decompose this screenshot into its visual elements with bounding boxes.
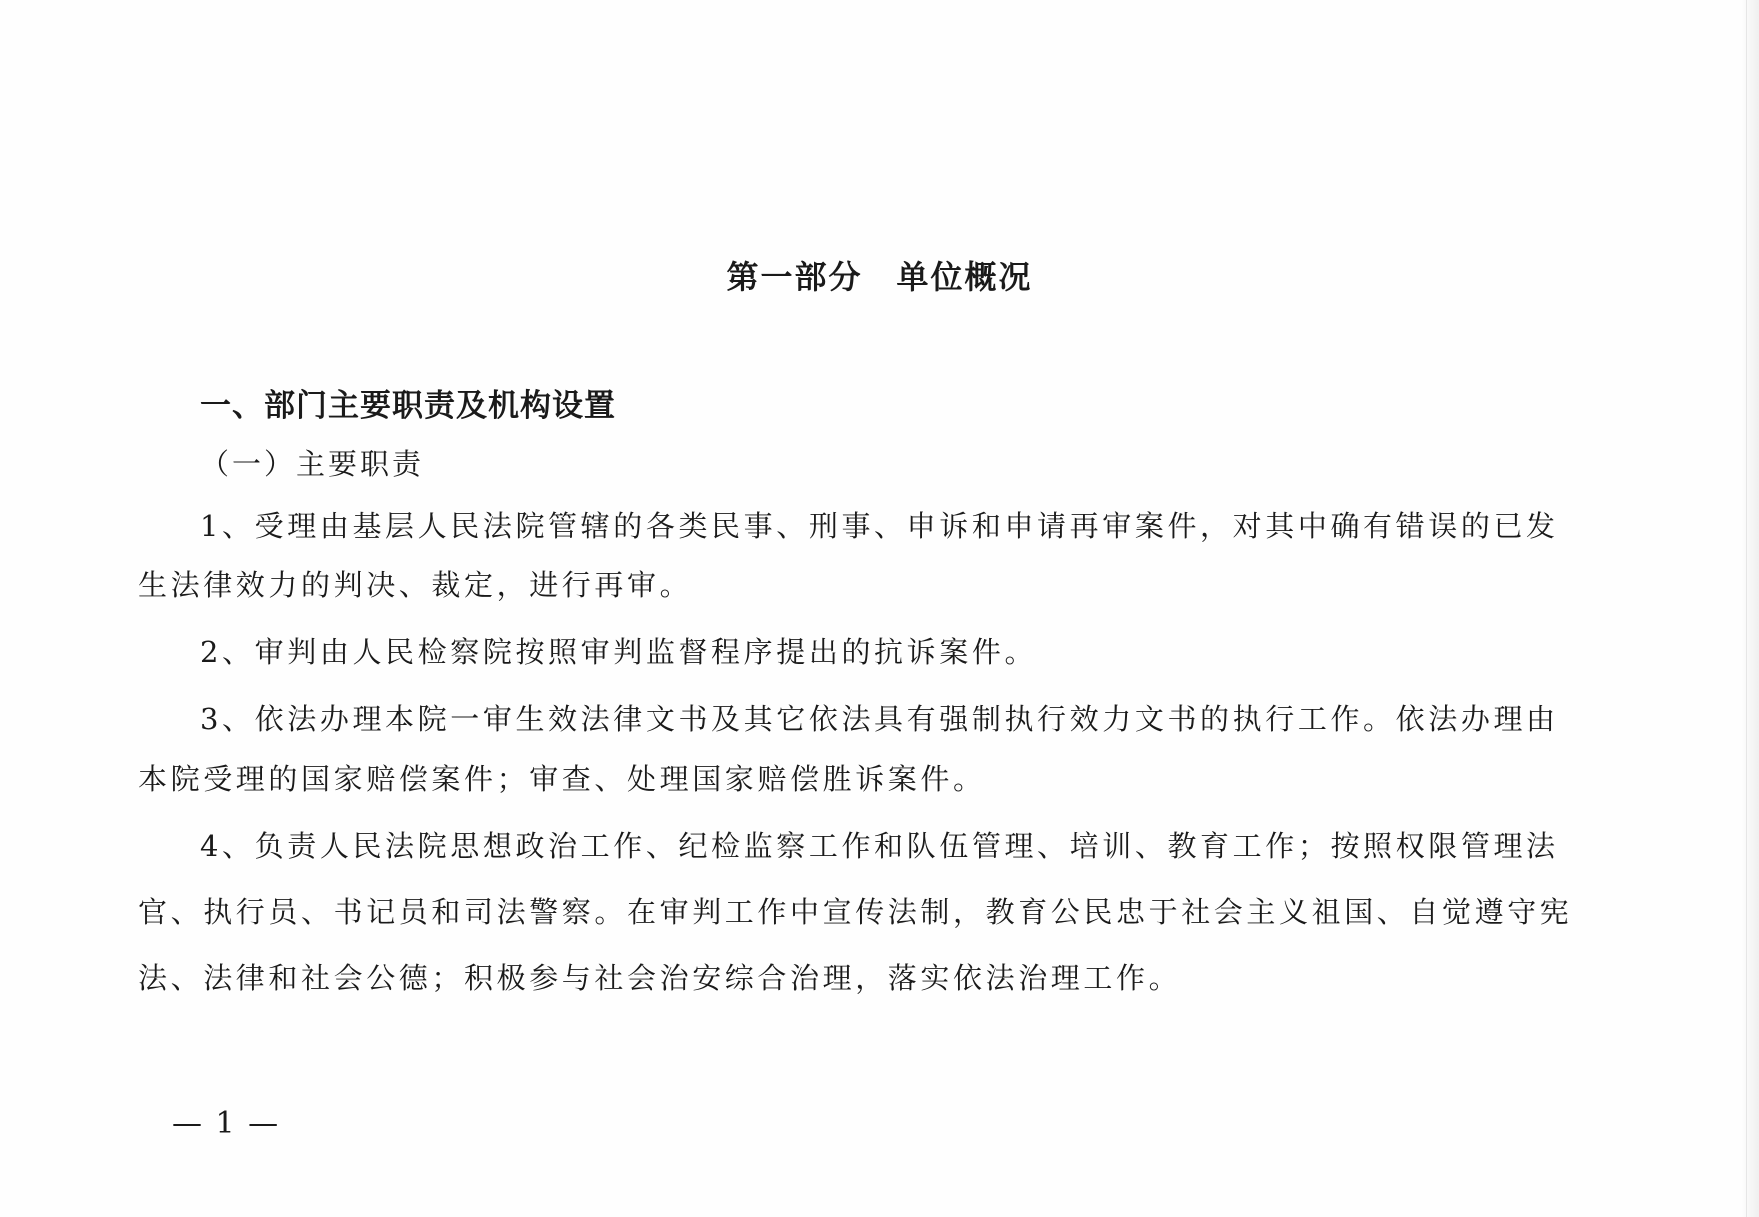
paragraph-2-line-1: 2、审判由人民检察院按照审判监督程序提出的抗诉案件。 (200, 635, 1038, 669)
paragraph-3-line-1: 3、依法办理本院一审生效法律文书及其它依法具有强制执行效力文书的执行工作。依法办理由 (200, 702, 1559, 736)
paragraph-4-line-3: 法、法律和社会公德；积极参与社会治安综合治理，落实依法治理工作。 (138, 961, 1182, 995)
page-number: — 1 — (172, 1106, 281, 1141)
paragraph-1-line-1: 1、受理由基层人民法院管辖的各类民事、刑事、申诉和申请再审案件，对其中确有错误的已发 (200, 509, 1559, 543)
scan-edge-shadow (1741, 0, 1759, 1217)
scan-edge-line (1746, 0, 1747, 1217)
paragraph-3-line-2: 本院受理的国家赔偿案件；审查、处理国家赔偿胜诉案件。 (138, 762, 986, 796)
paragraph-4-line-1: 4、负责人民法院思想政治工作、纪检监察工作和队伍管理、培训、教育工作；按照权限管理法 (200, 829, 1559, 863)
section-heading: 一、部门主要职责及机构设置 (200, 388, 616, 424)
subsection-heading: （一）主要职责 (200, 447, 425, 481)
paragraph-1-line-2: 生法律效力的判决、裁定，进行再审。 (138, 568, 693, 602)
paragraph-4-line-2: 官、执行员、书记员和司法警察。在审判工作中宣传法制，教育公民忠于社会主义祖国、自觉遵守宪 (138, 895, 1573, 929)
part-title: 第一部分 单位概况 (726, 258, 1033, 296)
